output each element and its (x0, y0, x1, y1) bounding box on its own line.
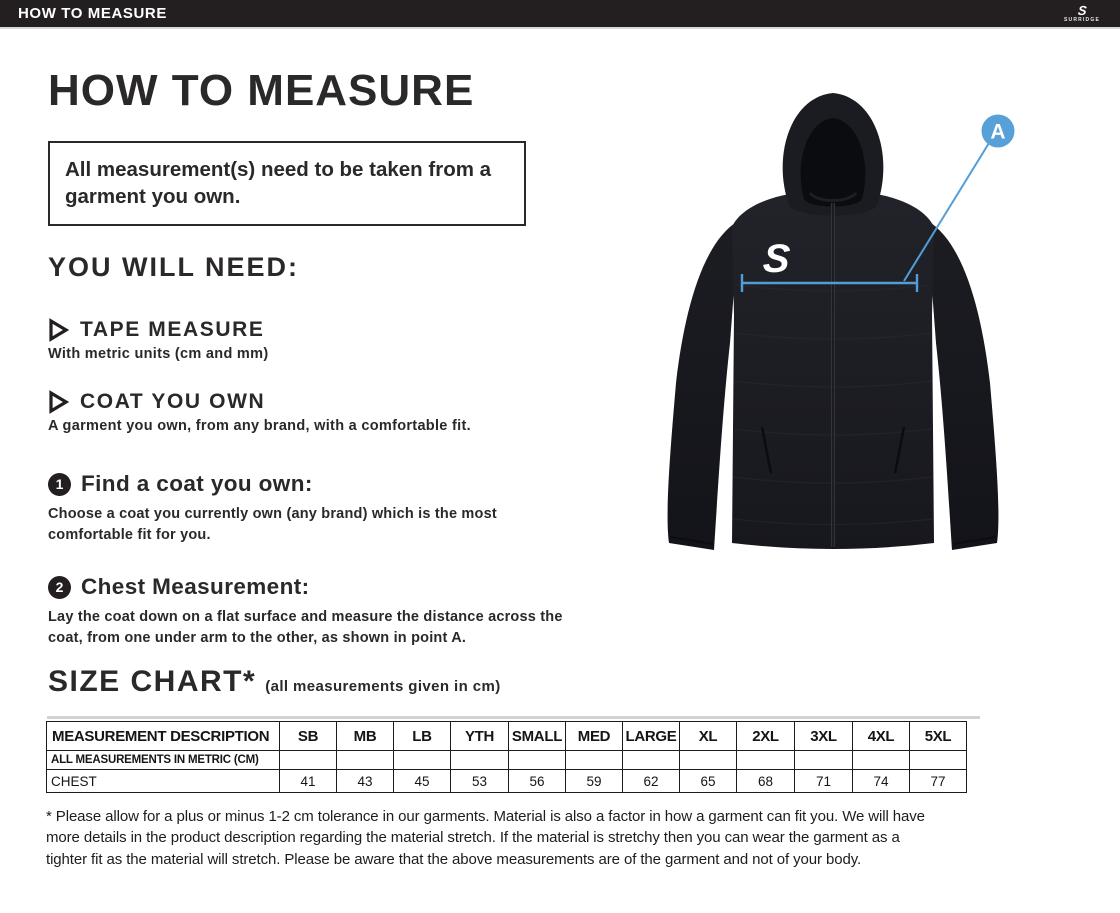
need-item-label: TAPE MEASURE (80, 318, 265, 341)
step-title: Find a coat you own: (81, 471, 313, 496)
need-item-description: With metric units (cm and mm) (48, 346, 269, 362)
size-chart-divider (47, 716, 980, 719)
topbar (0, 0, 1120, 29)
notice-text: All measurement(s) need to be taken from a garment you own. (65, 158, 492, 209)
column-header: SMALL (509, 722, 566, 751)
table-cell: 74 (853, 770, 910, 793)
size-chart-heading-row (48, 665, 501, 699)
table-cell (680, 751, 737, 770)
column-header: 5XL (910, 722, 967, 751)
step-description: Choose a coat you currently own (any brand) which is the most comfortable fit for you. (48, 506, 497, 543)
step-number-badge: 2 (48, 576, 71, 599)
row-label: ALL MEASUREMENTS IN METRIC (CM) (47, 751, 280, 770)
brand-logo (1054, 1, 1110, 27)
table-cell (795, 751, 853, 770)
column-header: MED (566, 722, 623, 751)
step-chest-measurement (48, 574, 583, 648)
table-cell: 65 (680, 770, 737, 793)
size-chart-table (46, 721, 967, 793)
jacket-right-sleeve (928, 221, 998, 550)
point-a-label: A (990, 120, 1006, 144)
table-cell (910, 751, 967, 770)
table-cell (623, 751, 680, 770)
column-header: SB (280, 722, 337, 751)
you-will-need-heading: YOU WILL NEED: (48, 252, 300, 282)
table-cell: 56 (509, 770, 566, 793)
topbar-title: HOW TO MEASURE (18, 5, 167, 22)
table-cell (337, 751, 394, 770)
garment-logo-icon: S (761, 237, 792, 281)
table-row (47, 770, 967, 793)
table-cell: 71 (795, 770, 853, 793)
column-header: MEASUREMENT DESCRIPTION (47, 722, 280, 751)
column-header: 4XL (853, 722, 910, 751)
size-chart-footnote: * Please allow for a plus or minus 1-2 cm tolerance in our garments. Material is also a factor in how a garment can fit you. We will have more details in the product description regarding the material stretch. If the material is stretchy then you can wear the garment as a tighter fit as the material will stretch. Please be aware that the above measurements are of the garment and not of your body. (46, 808, 925, 868)
table-cell: 41 (280, 770, 337, 793)
column-header: MB (337, 722, 394, 751)
notice-box (48, 141, 526, 226)
jacket-measurement-diagram (640, 75, 1060, 580)
table-cell (451, 751, 509, 770)
row-label: CHEST (47, 770, 280, 793)
page-title: HOW TO MEASURE (48, 66, 475, 115)
column-header: 2XL (737, 722, 795, 751)
step-title: Chest Measurement: (81, 574, 310, 599)
surridge-s-icon: S (1076, 3, 1088, 18)
table-cell: 53 (451, 770, 509, 793)
need-item-coat-you-own (48, 390, 471, 434)
table-cell (394, 751, 451, 770)
table-cell: 59 (566, 770, 623, 793)
step-number-badge: 1 (48, 473, 71, 496)
step-find-a-coat (48, 471, 540, 545)
column-header: LB (394, 722, 451, 751)
table-cell (509, 751, 566, 770)
table-cell (566, 751, 623, 770)
table-cell: 62 (623, 770, 680, 793)
size-chart-subheading: (all measurements given in cm) (265, 678, 501, 695)
brand-name: SURRIDGE (1064, 17, 1100, 23)
table-header-row (47, 722, 967, 751)
play-triangle-icon (48, 318, 69, 342)
table-cell: 45 (394, 770, 451, 793)
need-item-description: A garment you own, from any brand, with a comfortable fit. (48, 418, 471, 434)
play-triangle-icon (48, 390, 69, 414)
table-cell: 68 (737, 770, 795, 793)
table-row (47, 751, 967, 770)
step-description: Lay the coat down on a flat surface and measure the distance across the coat, from one under arm to the other, as shown in point A. (48, 609, 563, 646)
need-item-label: COAT YOU OWN (80, 390, 266, 413)
column-header: XL (680, 722, 737, 751)
column-header: 3XL (795, 722, 853, 751)
table-cell (280, 751, 337, 770)
size-chart-heading: SIZE CHART* (48, 665, 257, 698)
table-cell (737, 751, 795, 770)
table-cell (853, 751, 910, 770)
table-cell: 77 (910, 770, 967, 793)
column-header: YTH (451, 722, 509, 751)
need-item-tape-measure (48, 318, 268, 362)
table-cell: 43 (337, 770, 394, 793)
jacket-left-sleeve (668, 221, 738, 550)
column-header: LARGE (623, 722, 680, 751)
